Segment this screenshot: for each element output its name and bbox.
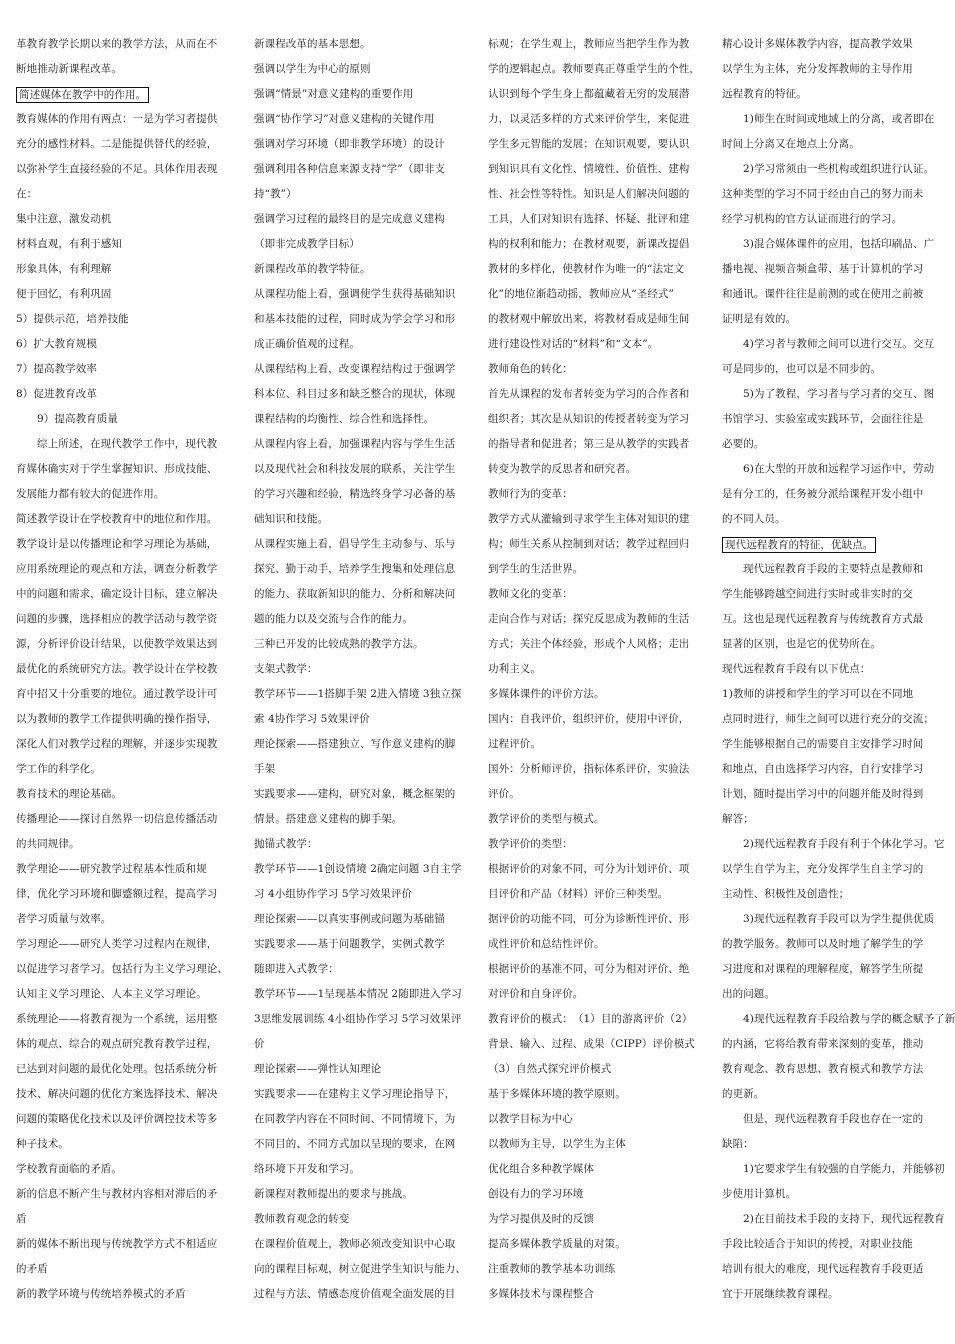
text-line: 种子技术。	[16, 1138, 69, 1150]
text-line: 教学评价的类型与模式。	[488, 813, 605, 825]
text-line: 的更新。	[722, 1088, 765, 1100]
text-line: 创设有力的学习环境	[488, 1188, 584, 1200]
text-line: 抛锚式教学：	[254, 838, 318, 850]
text-line: 体的观点、综合的观点研究教育教学过程，	[16, 1038, 218, 1050]
text-line: 以弥补学生直接经验的不足。具体作用表现	[16, 163, 218, 175]
text-line: 教学理论——研究教学过程基本性质和规	[16, 863, 207, 875]
text-line: 新的媒体不断出现与传统教学方式不相适应	[16, 1238, 218, 1250]
text-line: 断地推动新课程改革。	[16, 63, 122, 75]
text-line: 以教学目标为中心	[488, 1113, 573, 1125]
text-line: 基于多媒体环境的教学原则。	[488, 1088, 626, 1100]
text-line: 的指导者和促进者；第三是从教学的实践者	[488, 438, 690, 450]
text-line: 背景、输入、过程、成果（CIPP）评价模式	[488, 1038, 695, 1050]
boxed-heading: 现代远程教育的特征，优缺点。	[722, 537, 876, 553]
text-line: 功利主义。	[488, 663, 541, 675]
text-line: 从课程内容上看，加强课程内容与学生生活	[254, 438, 456, 450]
text-line: 3)现代远程教育手段可以为学生提供优质	[743, 913, 935, 925]
text-line: 出的问题。	[722, 988, 775, 1000]
text-line: 方式；关注个体经验，形成个人风格；走出	[488, 638, 690, 650]
text-line: 教学环节——1搭脚手架 2进入情境 3独立探	[254, 688, 462, 700]
text-line: 播电视、视频音频盒带、基于计算机的学习	[722, 263, 924, 275]
text-line: 形象具体，有利理解	[16, 263, 112, 275]
text-line: 盾	[16, 1213, 27, 1225]
text-line: 步使用计算机。	[722, 1188, 797, 1200]
text-line: 从课程功能上看，强调使学生获得基础知识	[254, 288, 456, 300]
text-line: 简述教学设计在学校教育中的地位和作用。	[16, 513, 218, 525]
text-line: 情景。搭建意义建构的脚手架。	[254, 813, 403, 825]
text-line: 支架式教学：	[254, 663, 318, 675]
text-line: 已达到对问题的最优化处理。包括系统分析	[16, 1063, 218, 1075]
text-line: 深化人们对教学过程的理解，并逐步实现教	[16, 738, 218, 750]
text-line: 础知识和技能。	[254, 513, 329, 525]
text-line: 习进度和对课程的理解程度，解答学生所提	[722, 963, 924, 975]
text-line: 现代远程教育手段的主要特点是教师和	[743, 563, 924, 575]
text-line: 是有分工的，任务被分派给课程开发小组中	[722, 488, 924, 500]
text-line: 化”的地位渐趋动摇，教师应从“圣经式”	[488, 288, 675, 300]
text-line: 进行建设性对话的“材料”和“文本”。	[488, 338, 659, 350]
text-line: 教师角色的转化：	[488, 363, 573, 375]
section-heading	[16, 82, 228, 107]
text-line: 理论探索——以真实事例或问题为基础锚	[254, 913, 445, 925]
text-line: 教学方式从灌输到寻求学生主体对知识的建	[488, 513, 690, 525]
text-line: 教育观念、教育思想、教育模式和教学方法	[722, 1063, 924, 1075]
text-line: 手架	[254, 763, 276, 775]
text-line: 提高多媒体教学质量的对策。	[488, 1238, 626, 1250]
text-line: 持“教”）	[254, 188, 297, 200]
text-line: 科本位、科目过多和缺乏整合的现状，体现	[254, 388, 456, 400]
text-line: 显著的区别，也是它的优势所在。	[722, 638, 881, 650]
text-line: 源，分析评价设计结果，以使教学效果达到	[16, 638, 218, 650]
text-line: （即非完成教学目标）	[254, 238, 360, 250]
text-line: 必要的。	[722, 438, 765, 450]
text-line: 在同教学内容在不同时间、不同情境下，为	[254, 1113, 456, 1125]
text-line: 的教材观中解放出来，将教材看成是师生间	[488, 313, 690, 325]
text-line: 强调“情景”对意义建构的重要作用	[254, 88, 414, 100]
text-line: 问题的步骤，选择相应的教学活动与教学资	[16, 613, 218, 625]
text-line: 革教育教学长期以来的教学方法，从而在不	[16, 38, 218, 50]
text-line: 强调利用各种信息来源支持“学”（即非支	[254, 163, 446, 175]
text-line: 以学生为主体，充分发挥教师的主导作用	[722, 63, 913, 75]
text-line: 4)学习者与教师之间可以进行交互。交互	[743, 338, 935, 350]
text-line: 培训有很大的难度，现代远程教育手段更适	[722, 1263, 924, 1275]
text-line: 认识到每个学生身上都蕴藏着无穷的发展潜	[488, 88, 690, 100]
text-line: 便于回忆，有利巩固	[16, 288, 112, 300]
text-line: 强调“协作学习”对意义建构的关键作用	[254, 113, 435, 125]
text-line: 中的问题和需求，确定设计目标，建立解决	[16, 588, 218, 600]
section-heading	[722, 532, 934, 557]
text-line: 以促进学习者学习。包括行为主义学习理论、	[16, 963, 228, 975]
text-line: 过程评价。	[488, 738, 541, 750]
text-line: 走向合作与对话；探究反思成为教师的生活	[488, 613, 690, 625]
text-line: 索 4协作学习 5效果评价	[254, 713, 370, 725]
text-line: 技术、解决问题的优化方案选择技术、解决	[16, 1088, 218, 1100]
text-line: （3）自然式探究评价模式	[488, 1063, 612, 1075]
text-line: 充分的感性材料。二是能提供替代的经验，	[16, 138, 218, 150]
text-line: 根据评价的对象不同，可分为计划评价、项	[488, 863, 690, 875]
text-line: 经学习机构的官方认证而进行的学习。	[722, 213, 903, 225]
text-line: 新课程改革的基本思想。	[254, 38, 371, 50]
text-line: 的教学服务。教师可以及时地了解学生的学	[722, 938, 924, 950]
text-line: 这种类型的学习不同于经由自己的努力而未	[722, 188, 924, 200]
text-line: 新课程对教师提出的要求与挑战。	[254, 1188, 413, 1200]
text-line: 注重教师的教学基本功训练	[488, 1263, 616, 1275]
text-line: 最优化的系统研究方法。教学设计在学校教	[16, 663, 218, 675]
text-line: 组织者；其次是从知识的传授者转变为学习	[488, 413, 690, 425]
text-line: 互。这也是现代远程教育与传统教育方式最	[722, 613, 924, 625]
text-line: 评价。	[488, 788, 520, 800]
text-line: 实践要求——建构，研究对象，概念框架的	[254, 788, 456, 800]
text-line: 2)在目前技术手段的支持下，现代远程教育	[743, 1213, 945, 1225]
text-line: 教学环节——1呈现基本情况 2随即进入学习	[254, 988, 462, 1000]
text-line: 教材的多样化，使教材作为唯一的“法定文	[488, 263, 685, 275]
text-line: 材料直观，有利于感知	[16, 238, 122, 250]
text-line: 证明是有效的。	[722, 313, 797, 325]
text-line: 3思维发展训练 4小组协作学习 5学习效果评	[254, 1013, 462, 1025]
text-line: 但是，现代远程教育手段也存在一定的	[743, 1113, 924, 1125]
text-line: 学习理论——研究人类学习过程内在规律，	[16, 938, 218, 950]
text-line: 可是同步的，也可以是不同步的。	[722, 363, 881, 375]
text-line: 4)现代远程教育手段给教与学的概念赋予了新	[743, 1013, 955, 1025]
text-line: 者学习质量与效率。	[16, 913, 112, 925]
text-line: 点同时进行，师生之间可以进行充分的交流；	[722, 713, 934, 725]
text-line: 的能力、获取新知识的能力、分析和解决问	[254, 588, 456, 600]
text-line: 目评价和产品（材料）评价三种类型。	[488, 888, 669, 900]
text-line: 新的教学环境与传统培养模式的矛盾	[16, 1288, 186, 1300]
text-line: 工具，人们对知识有选择、怀疑、批评和建	[488, 213, 690, 225]
text-line: 1)师生在时间或地域上的分离，或者即在	[743, 113, 935, 125]
text-line: 价	[254, 1038, 265, 1050]
text-line: 新课程改革的教学特征。	[254, 263, 371, 275]
column-1	[16, 32, 228, 1344]
text-line: 向的课程目标观，树立促进学生知识与能力、	[254, 1263, 466, 1275]
text-line: 构；师生关系从控制到对话；教学过程回归	[488, 538, 690, 550]
text-line: 教学评价的类型：	[488, 838, 573, 850]
text-line: 学生多元智能的发展；在知识观要，要认识	[488, 138, 690, 150]
text-line: 性、社会性等特性。知识是人们解决问题的	[488, 188, 690, 200]
text-line: 育媒体确实对于学生掌握知识、形成技能、	[16, 463, 218, 475]
text-line: 实践要求——在建构主义学习理论指导下，	[254, 1088, 456, 1100]
text-line: 到学生的生活世界。	[488, 563, 584, 575]
text-line: 力，以灵活多样的方式来评价学生，来促进	[488, 113, 690, 125]
text-line: 9）提高教育质量	[37, 413, 118, 425]
text-line: 国内：自我评价，组织评价，使用中评价，	[488, 713, 690, 725]
text-line: 6）扩大教育规模	[16, 338, 97, 350]
text-line: 7）提高教学效率	[16, 363, 97, 375]
text-line: 以为教师的教学工作提供明确的操作指导，	[16, 713, 218, 725]
text-line: 在：	[16, 188, 38, 200]
text-line: 教育媒体的作用有两点：一是为学习者提供	[16, 113, 218, 125]
text-line: 5)为了教程，学习者与学习者的交互、图	[743, 388, 935, 400]
text-line: 强调学习过程的最终目的是完成意义建构	[254, 213, 445, 225]
text-line: 构的权利和能力；在教材观要，新课改提倡	[488, 238, 690, 250]
column-3	[488, 32, 700, 1344]
text-line: 解答；	[722, 813, 754, 825]
text-line: 律，优化学习环境和脚蹙额过程，提高学习	[16, 888, 218, 900]
text-line: 强调对学习环境（即非教学环境）的设计	[254, 138, 445, 150]
text-line: 理论探索——搭建独立、写作意义建构的脚	[254, 738, 456, 750]
text-line: 教学设计是以传播理论和学习理论为基础，	[16, 538, 218, 550]
text-line: 优化组合多种教学媒体	[488, 1163, 594, 1175]
text-line: 课程结构的均衡性、综合性和选择性。	[254, 413, 435, 425]
text-line: 教育评价的模式： （1）目的游离评价（2）	[488, 1013, 693, 1025]
text-line: 理论探索——弹性认知理论	[254, 1063, 382, 1075]
text-line: 主动性、积极性及创造性；	[722, 888, 850, 900]
text-line: 2)现代远程教育手段有利于个体化学习。它	[743, 838, 945, 850]
text-line: 计划，随时提出学习中的问题并能及时得到	[722, 788, 924, 800]
text-line: 3)混合媒体课件的应用，包括印刷品、广	[743, 238, 935, 250]
text-line: 教学环节——1创设情境 2确定问题 3自主学	[254, 863, 462, 875]
text-line: 教师文化的变革：	[488, 588, 573, 600]
text-line: 新的信息不断产生与教材内容相对滞后的矛	[16, 1188, 218, 1200]
text-line: 综上所述，在现代教学工作中，现代教	[37, 438, 218, 450]
text-line: 精心设计多媒体教学内容，提高教学效果	[722, 38, 913, 50]
text-line: 系统理论——将教育视为一个系统，运用整	[16, 1013, 218, 1025]
text-line: 发展能力都有较大的促进作用。	[16, 488, 165, 500]
text-line: 以学生自学为主，充分发挥学生自主学习的	[722, 863, 924, 875]
text-line: 成正确价值观的过程。	[254, 338, 360, 350]
text-line: 过程与方法、情感态度价值观全面发展的目	[254, 1288, 456, 1300]
text-line: 和通讯。课件往往是前测的或在使用之前被	[722, 288, 924, 300]
text-line: 和地点，自由选择学习内容，自行安排学习	[722, 763, 924, 775]
text-line: 的内涵，它将给教育带来深刻的变革，推动	[722, 1038, 924, 1050]
text-line: 对评价和自身评价。	[488, 988, 584, 1000]
column-4	[722, 32, 955, 1344]
text-line: 8）促进教育改革	[16, 388, 97, 400]
text-line: 以及现代社会和科技发展的联系，关注学生	[254, 463, 456, 475]
text-line: 1)教师的讲授和学生的学习可以在不同地	[722, 688, 914, 700]
text-line: 和基本技能的过程，同时成为学会学习和形	[254, 313, 456, 325]
text-line: 成性评价和总结性评价。	[488, 938, 605, 950]
text-line: 问题的策略优化技术以及评价调控技术等多	[16, 1113, 218, 1125]
text-line: 标观；在学生观上，教师应当把学生作为教	[488, 38, 690, 50]
text-line: 以教师为主导，以学生为主体	[488, 1138, 626, 1150]
text-line: 多媒体课件的评价方法。	[488, 688, 605, 700]
text-line: 习 4小组协作学习 5学习效果评价	[254, 888, 413, 900]
text-line: 到知识具有文化性、情境性、价值性、建构	[488, 163, 690, 175]
text-line: 题的能力以及交流与合作的能力。	[254, 613, 413, 625]
text-line: 学校教育面临的矛盾。	[16, 1163, 122, 1175]
text-line: 教育技术的理论基础。	[16, 788, 122, 800]
text-line: 现代远程教育手段有以下优点：	[722, 663, 871, 675]
column-2	[254, 32, 466, 1344]
text-line: 学工作的科学化。	[16, 763, 101, 775]
text-line: 多媒体技术与课程整合	[488, 1288, 594, 1300]
text-line: 探究、勤于动手，培养学生搜集和处理信息	[254, 563, 456, 575]
text-line: 不同目的、不同方式加以呈现的要求，在网	[254, 1138, 456, 1150]
text-line: 2)学习常须由一些机构或组织进行认证。	[743, 163, 935, 175]
text-line: 集中注意，激发动机	[16, 213, 112, 225]
text-line: 宜于开展继续教育课程。	[722, 1288, 839, 1300]
text-line: 书馆学习、实验室或实践环节，会面往往是	[722, 413, 924, 425]
text-line: 实践要求——基于问题教学，实例式教学	[254, 938, 445, 950]
text-line: 6)在大型的开放和远程学习运作中，劳动	[743, 463, 935, 475]
text-line: 的共同规律。	[16, 838, 80, 850]
text-line: 传播理论——探讨自然界一切信息传播活动	[16, 813, 218, 825]
text-line: 三种已开发的比较成熟的教学方法。	[254, 638, 424, 650]
text-line: 从课程结构上看，改变课程结构过于强调学	[254, 363, 456, 375]
text-line: 强调以学生为中心的原则	[254, 63, 371, 75]
text-line: 首先从课程的发布者转变为学习的合作者和	[488, 388, 690, 400]
text-line: 认知主义学习理论、人本主义学习理论。	[16, 988, 207, 1000]
text-line: 随即进入式教学：	[254, 963, 339, 975]
text-line: 络环境下开发和学习。	[254, 1163, 360, 1175]
text-line: 国外：分析师评价，指标体系评价，实验法	[488, 763, 690, 775]
text-line: 1)它要求学生有较强的自学能力，并能够初	[743, 1163, 945, 1175]
text-line: 手段比较适合于知识的传授，对职业技能	[722, 1238, 913, 1250]
text-line: 学生能够跨越空间进行实时或非实时的交	[722, 588, 913, 600]
text-line: 教师教育观念的转变	[254, 1213, 350, 1225]
text-line: 在课程价值观上，教师必须改变知识中心取	[254, 1238, 456, 1250]
text-line: 的学习兴趣和经验，精选终身学习必备的基	[254, 488, 456, 500]
text-line: 的矛盾	[16, 1263, 48, 1275]
text-line: 缺陷：	[722, 1138, 754, 1150]
boxed-heading: 简述媒体在教学中的作用。	[16, 87, 149, 103]
text-line: 应用系统理论的观点和方法，调查分析教学	[16, 563, 218, 575]
text-line: 的不同人员。	[722, 513, 786, 525]
text-line: 为学习提供及时的反馈	[488, 1213, 594, 1225]
text-line: 学生能够根据自己的需要自主安排学习时间	[722, 738, 924, 750]
text-line: 转变为教学的反思者和研究者。	[488, 463, 637, 475]
text-line: 教师行为的变革：	[488, 488, 573, 500]
text-line: 5）提供示范，培养技能	[16, 313, 129, 325]
text-line: 据评价的功能不同，可分为诊断性评价、形	[488, 913, 690, 925]
text-line: 从课程实施上看，倡导学生主动参与、乐与	[254, 538, 456, 550]
text-line: 远程教育的特征。	[722, 88, 807, 100]
text-line: 时间上分离又在地点上分离。	[722, 138, 860, 150]
text-line: 学的逻辑起点。教师要真正尊重学生的个性，	[488, 63, 700, 75]
text-line: 育中招又十分重要的地位。通过教学设计可	[16, 688, 218, 700]
text-line: 根据评价的基准不同，可分为相对评价、绝	[488, 963, 690, 975]
